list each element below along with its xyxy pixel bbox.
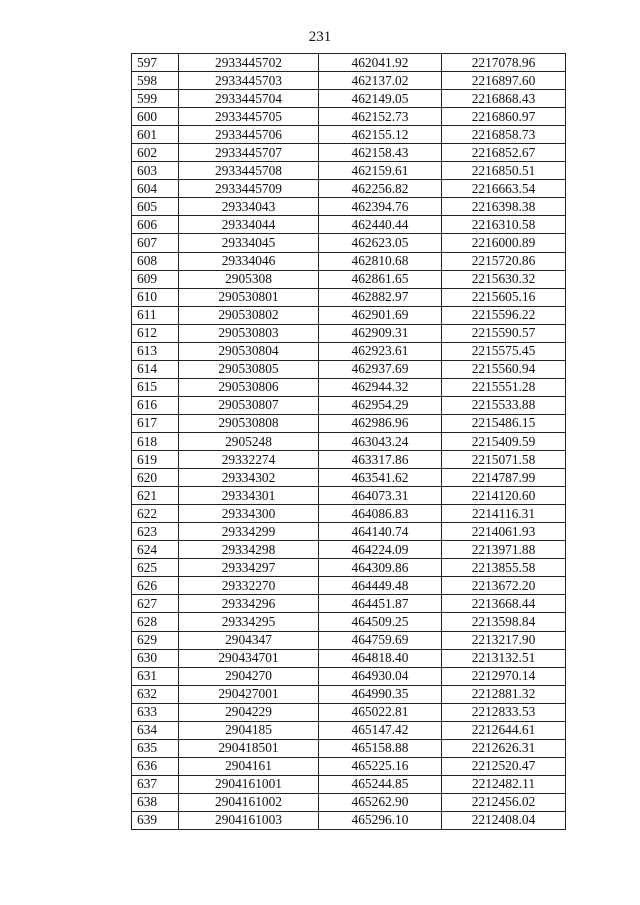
point-id-cell: 2904185 <box>179 721 319 739</box>
y-coordinate-cell: 2215560.94 <box>442 360 566 378</box>
point-id-cell: 29334297 <box>179 559 319 577</box>
x-coordinate-cell: 465225.16 <box>319 757 442 775</box>
y-coordinate-cell: 2216858.73 <box>442 126 566 144</box>
row-number-cell: 609 <box>132 270 179 288</box>
x-coordinate-cell: 463317.86 <box>319 451 442 469</box>
row-number-cell: 597 <box>132 54 179 72</box>
y-coordinate-cell: 2212482.11 <box>442 775 566 793</box>
row-number-cell: 611 <box>132 306 179 324</box>
y-coordinate-cell: 2216663.54 <box>442 180 566 198</box>
row-number-cell: 603 <box>132 162 179 180</box>
point-id-cell: 29334043 <box>179 198 319 216</box>
point-id-cell: 29334044 <box>179 216 319 234</box>
table-row <box>132 595 566 613</box>
row-number-cell: 610 <box>132 288 179 306</box>
table-row <box>132 757 566 775</box>
table-row <box>132 234 566 252</box>
table-row <box>132 703 566 721</box>
table-row <box>132 613 566 631</box>
x-coordinate-cell: 463043.24 <box>319 432 442 450</box>
x-coordinate-cell: 465022.81 <box>319 703 442 721</box>
point-id-cell: 290530805 <box>179 360 319 378</box>
x-coordinate-cell: 462155.12 <box>319 126 442 144</box>
y-coordinate-cell: 2215605.16 <box>442 288 566 306</box>
x-coordinate-cell: 462882.97 <box>319 288 442 306</box>
point-id-cell: 29334046 <box>179 252 319 270</box>
y-coordinate-cell: 2215590.57 <box>442 324 566 342</box>
row-number-cell: 626 <box>132 577 179 595</box>
x-coordinate-cell: 462810.68 <box>319 252 442 270</box>
x-coordinate-cell: 462159.61 <box>319 162 442 180</box>
row-number-cell: 612 <box>132 324 179 342</box>
x-coordinate-cell: 462149.05 <box>319 90 442 108</box>
x-coordinate-cell: 465244.85 <box>319 775 442 793</box>
table-row <box>132 126 566 144</box>
point-id-cell: 2933445709 <box>179 180 319 198</box>
point-id-cell: 29332270 <box>179 577 319 595</box>
x-coordinate-cell: 465158.88 <box>319 739 442 757</box>
x-coordinate-cell: 464759.69 <box>319 631 442 649</box>
point-id-cell: 290530806 <box>179 378 319 396</box>
point-id-cell: 2904161002 <box>179 793 319 811</box>
point-id-cell: 29334301 <box>179 487 319 505</box>
y-coordinate-cell: 2216852.67 <box>442 144 566 162</box>
y-coordinate-cell: 2216860.97 <box>442 108 566 126</box>
x-coordinate-cell: 462944.32 <box>319 378 442 396</box>
x-coordinate-cell: 464990.35 <box>319 685 442 703</box>
row-number-cell: 601 <box>132 126 179 144</box>
point-id-cell: 290530803 <box>179 324 319 342</box>
point-id-cell: 29334302 <box>179 469 319 487</box>
point-id-cell: 2904161003 <box>179 811 319 829</box>
x-coordinate-cell: 464224.09 <box>319 541 442 559</box>
table-row <box>132 793 566 811</box>
point-id-cell: 29334300 <box>179 505 319 523</box>
table-row <box>132 667 566 685</box>
table-row <box>132 252 566 270</box>
y-coordinate-cell: 2214116.31 <box>442 505 566 523</box>
x-coordinate-cell: 462440.44 <box>319 216 442 234</box>
table-row <box>132 487 566 505</box>
point-id-cell: 2904270 <box>179 667 319 685</box>
table-row <box>132 288 566 306</box>
x-coordinate-cell: 464509.25 <box>319 613 442 631</box>
table-row <box>132 198 566 216</box>
point-id-cell: 2905248 <box>179 432 319 450</box>
x-coordinate-cell: 462394.76 <box>319 198 442 216</box>
x-coordinate-cell: 462256.82 <box>319 180 442 198</box>
x-coordinate-cell: 463541.62 <box>319 469 442 487</box>
point-id-cell: 2905308 <box>179 270 319 288</box>
point-id-cell: 2904229 <box>179 703 319 721</box>
point-id-cell: 2904161 <box>179 757 319 775</box>
table-row <box>132 631 566 649</box>
x-coordinate-cell: 464309.86 <box>319 559 442 577</box>
row-number-cell: 625 <box>132 559 179 577</box>
point-id-cell: 290418501 <box>179 739 319 757</box>
x-coordinate-cell: 464449.48 <box>319 577 442 595</box>
y-coordinate-cell: 2216850.51 <box>442 162 566 180</box>
row-number-cell: 614 <box>132 360 179 378</box>
point-id-cell: 290530804 <box>179 342 319 360</box>
table-row <box>132 108 566 126</box>
x-coordinate-cell: 465262.90 <box>319 793 442 811</box>
x-coordinate-cell: 465296.10 <box>319 811 442 829</box>
point-id-cell: 2933445707 <box>179 144 319 162</box>
y-coordinate-cell: 2215486.15 <box>442 414 566 432</box>
table-row <box>132 811 566 829</box>
table-row <box>132 649 566 667</box>
y-coordinate-cell: 2216398.38 <box>442 198 566 216</box>
row-number-cell: 608 <box>132 252 179 270</box>
coordinates-table-body <box>132 54 566 830</box>
x-coordinate-cell: 464140.74 <box>319 523 442 541</box>
table-row <box>132 378 566 396</box>
x-coordinate-cell: 464818.40 <box>319 649 442 667</box>
y-coordinate-cell: 2212644.61 <box>442 721 566 739</box>
point-id-cell: 2904347 <box>179 631 319 649</box>
point-id-cell: 290427001 <box>179 685 319 703</box>
x-coordinate-cell: 464930.04 <box>319 667 442 685</box>
row-number-cell: 618 <box>132 432 179 450</box>
point-id-cell: 29334296 <box>179 595 319 613</box>
row-number-cell: 634 <box>132 721 179 739</box>
table-row <box>132 432 566 450</box>
x-coordinate-cell: 462041.92 <box>319 54 442 72</box>
x-coordinate-cell: 462909.31 <box>319 324 442 342</box>
y-coordinate-cell: 2213217.90 <box>442 631 566 649</box>
row-number-cell: 622 <box>132 505 179 523</box>
row-number-cell: 607 <box>132 234 179 252</box>
table-row <box>132 775 566 793</box>
y-coordinate-cell: 2213668.44 <box>442 595 566 613</box>
table-row <box>132 270 566 288</box>
row-number-cell: 598 <box>132 72 179 90</box>
y-coordinate-cell: 2212626.31 <box>442 739 566 757</box>
row-number-cell: 633 <box>132 703 179 721</box>
row-number-cell: 615 <box>132 378 179 396</box>
row-number-cell: 632 <box>132 685 179 703</box>
y-coordinate-cell: 2215071.58 <box>442 451 566 469</box>
point-id-cell: 290530808 <box>179 414 319 432</box>
y-coordinate-cell: 2212881.32 <box>442 685 566 703</box>
table-row <box>132 414 566 432</box>
table-row <box>132 90 566 108</box>
point-id-cell: 29334299 <box>179 523 319 541</box>
x-coordinate-cell: 462861.65 <box>319 270 442 288</box>
row-number-cell: 629 <box>132 631 179 649</box>
row-number-cell: 616 <box>132 396 179 414</box>
point-id-cell: 2933445703 <box>179 72 319 90</box>
table-row <box>132 685 566 703</box>
point-id-cell: 2933445706 <box>179 126 319 144</box>
table-row <box>132 360 566 378</box>
y-coordinate-cell: 2213672.20 <box>442 577 566 595</box>
table-row <box>132 469 566 487</box>
y-coordinate-cell: 2213598.84 <box>442 613 566 631</box>
row-number-cell: 600 <box>132 108 179 126</box>
coordinates-table <box>131 53 566 830</box>
point-id-cell: 2933445705 <box>179 108 319 126</box>
row-number-cell: 599 <box>132 90 179 108</box>
table-row <box>132 306 566 324</box>
x-coordinate-cell: 462137.02 <box>319 72 442 90</box>
point-id-cell: 29332274 <box>179 451 319 469</box>
row-number-cell: 636 <box>132 757 179 775</box>
y-coordinate-cell: 2212408.04 <box>442 811 566 829</box>
y-coordinate-cell: 2214120.60 <box>442 487 566 505</box>
table-row <box>132 216 566 234</box>
point-id-cell: 2933445708 <box>179 162 319 180</box>
table-row <box>132 72 566 90</box>
y-coordinate-cell: 2217078.96 <box>442 54 566 72</box>
table-row <box>132 396 566 414</box>
row-number-cell: 630 <box>132 649 179 667</box>
y-coordinate-cell: 2213855.58 <box>442 559 566 577</box>
x-coordinate-cell: 464451.87 <box>319 595 442 613</box>
y-coordinate-cell: 2215551.28 <box>442 378 566 396</box>
table-row <box>132 721 566 739</box>
row-number-cell: 604 <box>132 180 179 198</box>
y-coordinate-cell: 2216310.58 <box>442 216 566 234</box>
point-id-cell: 29334298 <box>179 541 319 559</box>
y-coordinate-cell: 2212833.53 <box>442 703 566 721</box>
row-number-cell: 624 <box>132 541 179 559</box>
point-id-cell: 29334295 <box>179 613 319 631</box>
x-coordinate-cell: 462623.05 <box>319 234 442 252</box>
row-number-cell: 638 <box>132 793 179 811</box>
x-coordinate-cell: 462901.69 <box>319 306 442 324</box>
row-number-cell: 613 <box>132 342 179 360</box>
table-row <box>132 342 566 360</box>
row-number-cell: 623 <box>132 523 179 541</box>
row-number-cell: 627 <box>132 595 179 613</box>
y-coordinate-cell: 2215533.88 <box>442 396 566 414</box>
y-coordinate-cell: 2212520.47 <box>442 757 566 775</box>
page-number: 231 <box>308 29 332 45</box>
row-number-cell: 631 <box>132 667 179 685</box>
row-number-cell: 635 <box>132 739 179 757</box>
x-coordinate-cell: 462158.43 <box>319 144 442 162</box>
y-coordinate-cell: 2215720.86 <box>442 252 566 270</box>
x-coordinate-cell: 462152.73 <box>319 108 442 126</box>
y-coordinate-cell: 2213971.88 <box>442 541 566 559</box>
row-number-cell: 602 <box>132 144 179 162</box>
x-coordinate-cell: 465147.42 <box>319 721 442 739</box>
x-coordinate-cell: 464086.83 <box>319 505 442 523</box>
row-number-cell: 621 <box>132 487 179 505</box>
table-row <box>132 451 566 469</box>
point-id-cell: 290530807 <box>179 396 319 414</box>
y-coordinate-cell: 2215409.59 <box>442 432 566 450</box>
row-number-cell: 628 <box>132 613 179 631</box>
x-coordinate-cell: 462986.96 <box>319 414 442 432</box>
y-coordinate-cell: 2216000.89 <box>442 234 566 252</box>
row-number-cell: 620 <box>132 469 179 487</box>
point-id-cell: 2933445702 <box>179 54 319 72</box>
y-coordinate-cell: 2212970.14 <box>442 667 566 685</box>
y-coordinate-cell: 2213132.51 <box>442 649 566 667</box>
y-coordinate-cell: 2215630.32 <box>442 270 566 288</box>
point-id-cell: 290530802 <box>179 306 319 324</box>
table-row <box>132 144 566 162</box>
point-id-cell: 29334045 <box>179 234 319 252</box>
table-row <box>132 559 566 577</box>
table-row <box>132 505 566 523</box>
y-coordinate-cell: 2214787.99 <box>442 469 566 487</box>
y-coordinate-cell: 2215596.22 <box>442 306 566 324</box>
table-row <box>132 523 566 541</box>
y-coordinate-cell: 2212456.02 <box>442 793 566 811</box>
table-row <box>132 541 566 559</box>
row-number-cell: 617 <box>132 414 179 432</box>
table-row <box>132 324 566 342</box>
row-number-cell: 637 <box>132 775 179 793</box>
x-coordinate-cell: 462923.61 <box>319 342 442 360</box>
table-row <box>132 162 566 180</box>
table-row <box>132 180 566 198</box>
y-coordinate-cell: 2215575.45 <box>442 342 566 360</box>
table-row <box>132 577 566 595</box>
table-row <box>132 54 566 72</box>
point-id-cell: 2904161001 <box>179 775 319 793</box>
row-number-cell: 605 <box>132 198 179 216</box>
x-coordinate-cell: 462954.29 <box>319 396 442 414</box>
point-id-cell: 290434701 <box>179 649 319 667</box>
row-number-cell: 606 <box>132 216 179 234</box>
y-coordinate-cell: 2216897.60 <box>442 72 566 90</box>
y-coordinate-cell: 2214061.93 <box>442 523 566 541</box>
row-number-cell: 619 <box>132 451 179 469</box>
x-coordinate-cell: 464073.31 <box>319 487 442 505</box>
row-number-cell: 639 <box>132 811 179 829</box>
table-row <box>132 739 566 757</box>
y-coordinate-cell: 2216868.43 <box>442 90 566 108</box>
point-id-cell: 290530801 <box>179 288 319 306</box>
x-coordinate-cell: 462937.69 <box>319 360 442 378</box>
point-id-cell: 2933445704 <box>179 90 319 108</box>
